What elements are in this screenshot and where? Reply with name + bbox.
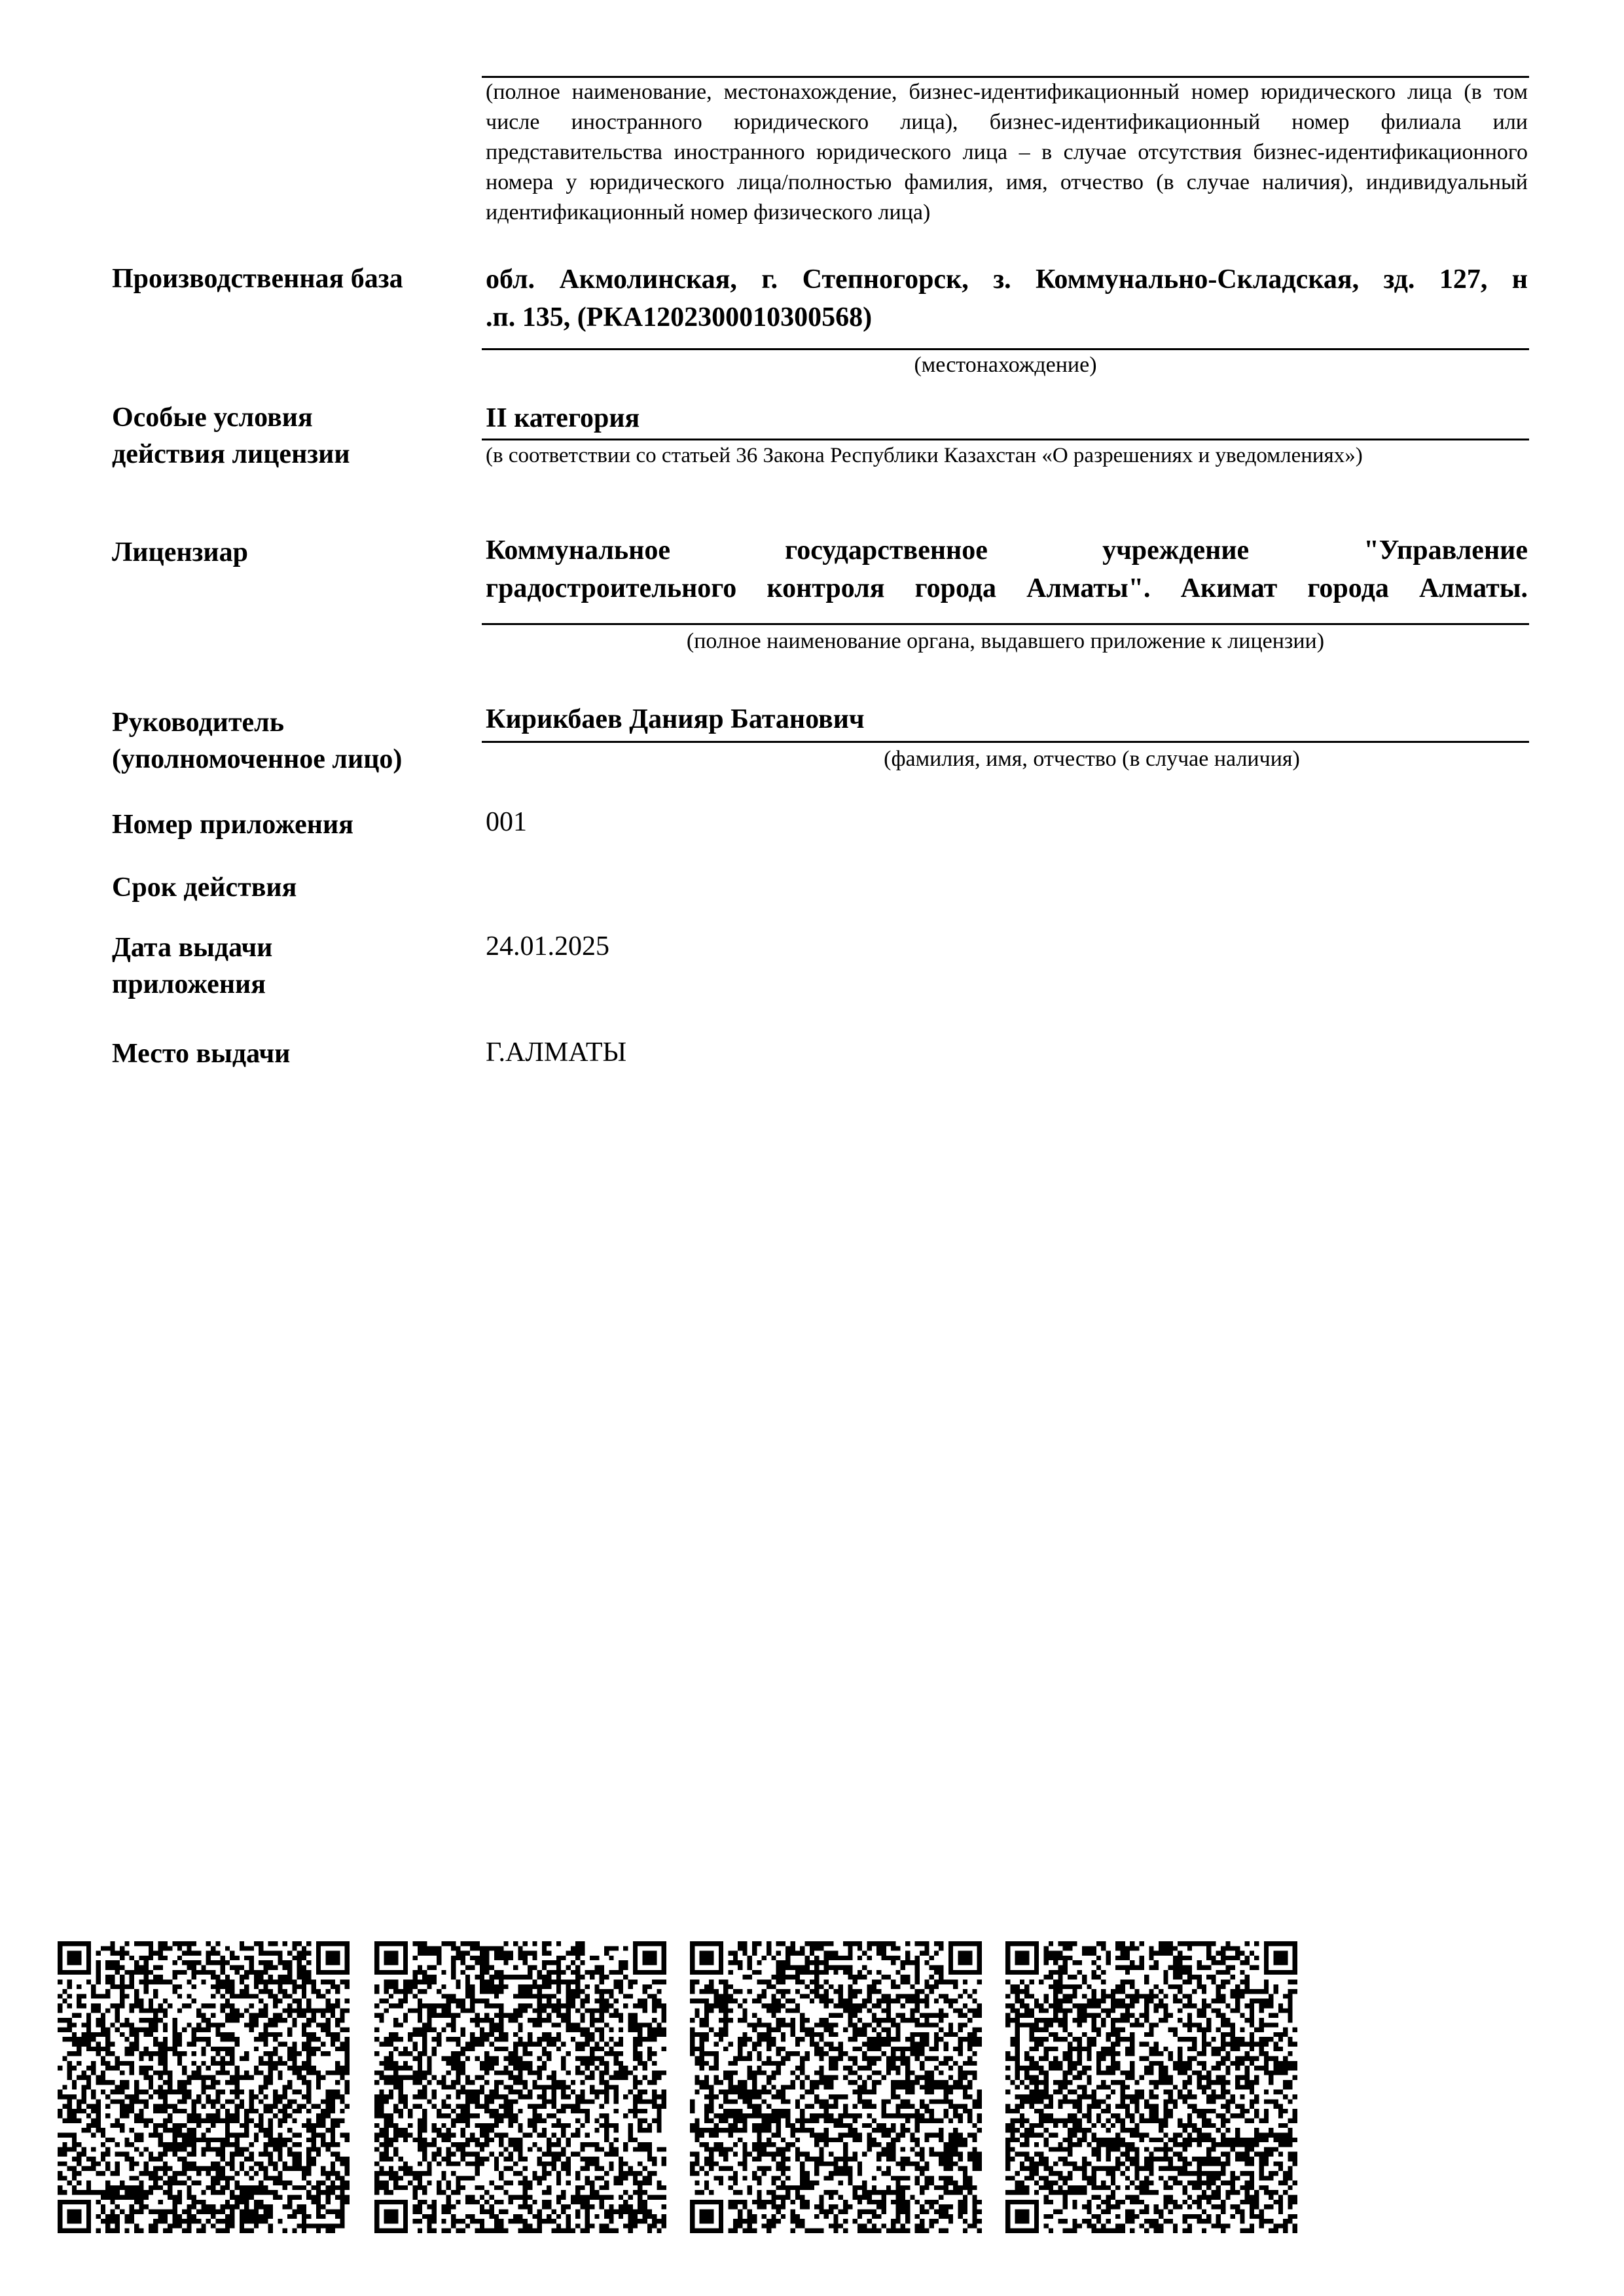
production-base-caption: (местонахождение)	[914, 353, 1097, 377]
special-conditions-label-line2: действия лицензии	[112, 439, 350, 469]
licensor-value-line1: Коммунальное государственное учреждение "Управление	[486, 535, 1528, 565]
special-conditions-value: II категория	[486, 403, 640, 433]
head-rule	[482, 741, 1529, 743]
production-base-value-line2: .п. 135, (РКА1202300010300568)	[486, 302, 873, 332]
issue-date-label-line1: Дата выдачи	[112, 933, 273, 963]
licensor-value-line2: градостроительного контроля города Алматы". Акимат города Алматы.	[486, 573, 1528, 603]
qr-code-icon	[374, 1941, 666, 2233]
special-conditions-label	[112, 399, 465, 473]
head-label-line2: (уполномоченное лицо)	[112, 744, 403, 774]
appendix-number-label: Номер приложения	[112, 810, 353, 840]
issue-place-value: Г.АЛМАТЫ	[486, 1037, 627, 1067]
special-conditions-label-line1: Особые условия	[112, 403, 313, 433]
production-base-label: Производственная база	[112, 264, 403, 294]
head-label-line1: Руководитель	[112, 708, 284, 738]
issue-date-label	[112, 929, 465, 1003]
qr-code-icon	[690, 1941, 982, 2233]
licensor-caption: (полное наименование органа, выдавшего приложение к лицензии)	[686, 629, 1325, 653]
production-base-value-line1: обл. Акмолинская, г. Степногорск, з. Коммунально-Складская, зд. 127, н	[486, 264, 1528, 295]
qr-code-icon	[1005, 1941, 1297, 2233]
issue-date-label-line2: приложения	[112, 969, 266, 999]
appendix-number-value: 001	[486, 807, 527, 837]
production-base-rule	[482, 348, 1529, 350]
head-value: Кирикбаев Данияр Батанович	[486, 704, 865, 734]
qr-code-icon	[58, 1941, 350, 2233]
validity-label: Срок действия	[112, 872, 297, 903]
licensor-label: Лицензиар	[112, 537, 248, 567]
production-base-value	[486, 260, 1528, 336]
issue-place-label: Место выдачи	[112, 1039, 291, 1069]
issue-date-value: 24.01.2025	[486, 931, 609, 961]
special-conditions-rule	[482, 439, 1529, 440]
head-label	[112, 704, 465, 778]
licensor-value	[486, 531, 1528, 607]
special-conditions-note: (в соответствии со статьей 36 Закона Республики Казахстан «О разрешениях и уведомлениях»)	[486, 444, 1363, 467]
head-caption: (фамилия, имя, отчество (в случае наличия)	[884, 747, 1300, 771]
licensor-rule	[482, 623, 1529, 625]
holder-note: (полное наименование, местонахождение, бизнес-идентификационный номер юридического лица (в том числе иностранного юридического лица), бизнес-идентификационный номер филиала или представительства иностранного юридического лица – в случае отсутствия бизнес-идентификационного номера у юридического лица/полностью фамилия, имя, отчество (в случае наличия), индивидуальный идентификационный номер физического лица)	[486, 80, 1528, 224]
